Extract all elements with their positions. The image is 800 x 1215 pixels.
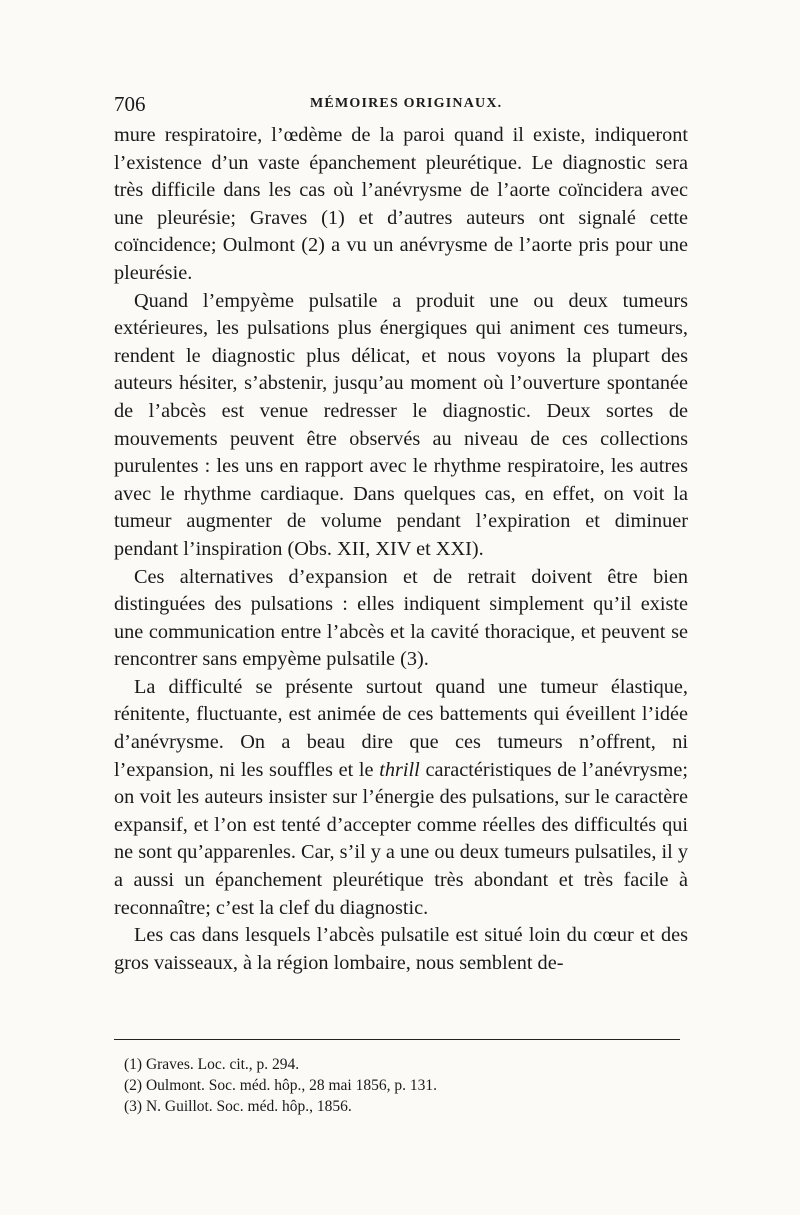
footnote: (1) Graves. Loc. cit., p. 294. <box>124 1056 300 1073</box>
italic-term: thrill <box>379 758 420 781</box>
running-head <box>114 92 688 122</box>
paragraph <box>114 674 688 922</box>
paragraph: Les cas dans lesquels l’abcès pulsatile est situé loin du cœur et des gros vaisseaux, à la région lombaire, nous semblent de- <box>114 924 688 974</box>
footnotes <box>124 1054 437 1117</box>
paragraph: Ces alternatives d’expansion et de retrait doivent être bien distinguées des pulsations : elles indiquent simplement qu’il existe une communication entre l’abcès et la cavité thoracique, et peuvent se rencontrer sans empyème pulsatile (3). <box>114 565 688 671</box>
running-title: MÉMOIRES ORIGINAUX. <box>310 96 503 111</box>
footnote: (3) N. Guillot. Soc. méd. hôp., 1856. <box>124 1098 352 1115</box>
paragraph: Quand l’empyème pulsatile a produit une ou deux tumeurs extérieures, les pulsations plus énergiques qui animent ces tumeurs, rendent le diagnostic plus délicat, et nous voyons la plupart des auteurs hésiter, s’abstenir, jusqu’au moment où l’ouverture spontanée de l’abcès est venue redresser le diagnostic. Deux sortes de mouvements peuvent être observés au niveau de ces collections purulentes : les uns en rapport avec le rhythme respiratoire, les autres avec le rhythme cardiaque. Dans quelques cas, en effet, on voit la tumeur augmenter de volume pendant l’expiration et diminuer pendant l’inspiration (Obs. XII, XIV et XXI). <box>114 289 688 560</box>
paragraph: mure respiratoire, l’œdème de la paroi quand il existe, indiqueront l’existence d’un vaste épanchement pleurétique. Le diagnostic sera très difficile dans les cas où l’anévrysme de l’aorte coïncidera avec une pleurésie; Graves (1) et d’autres auteurs ont signalé cette coïncidence; Oulmont (2) a vu un anévrysme de l’aorte pris pour une pleurésie. <box>114 124 688 284</box>
page-number: 706 <box>114 92 146 116</box>
page <box>114 92 688 977</box>
footnote: (2) Oulmont. Soc. méd. hôp., 28 mai 1856, p. 131. <box>124 1077 437 1094</box>
body-text <box>114 122 688 977</box>
paragraph-text: caractéristiques de l’anévrysme; on voit les auteurs insister sur l’énergie des pulsations, sur le caractère expansif, et l’on est tenté d’accepter comme réelles des difficultés qui ne sont qu’apparenles. Car, s’il y a une ou deux tumeurs pulsatiles, il y a aussi un épanchement pleurétique très abondant et très facile à reconnaître; c’est la clef du diagnostic. <box>114 758 688 919</box>
footnote-rule <box>114 1039 680 1040</box>
paragraph-text: La difficulté se présente surtout quand une tumeur élastique, rénitente, fluctuante, est animée de ces battements qui éveillent l’idée d’anévrysme. On a beau dire que ces tumeurs n’offrent, ni l’expansion, ni les souffles et le <box>114 675 688 781</box>
